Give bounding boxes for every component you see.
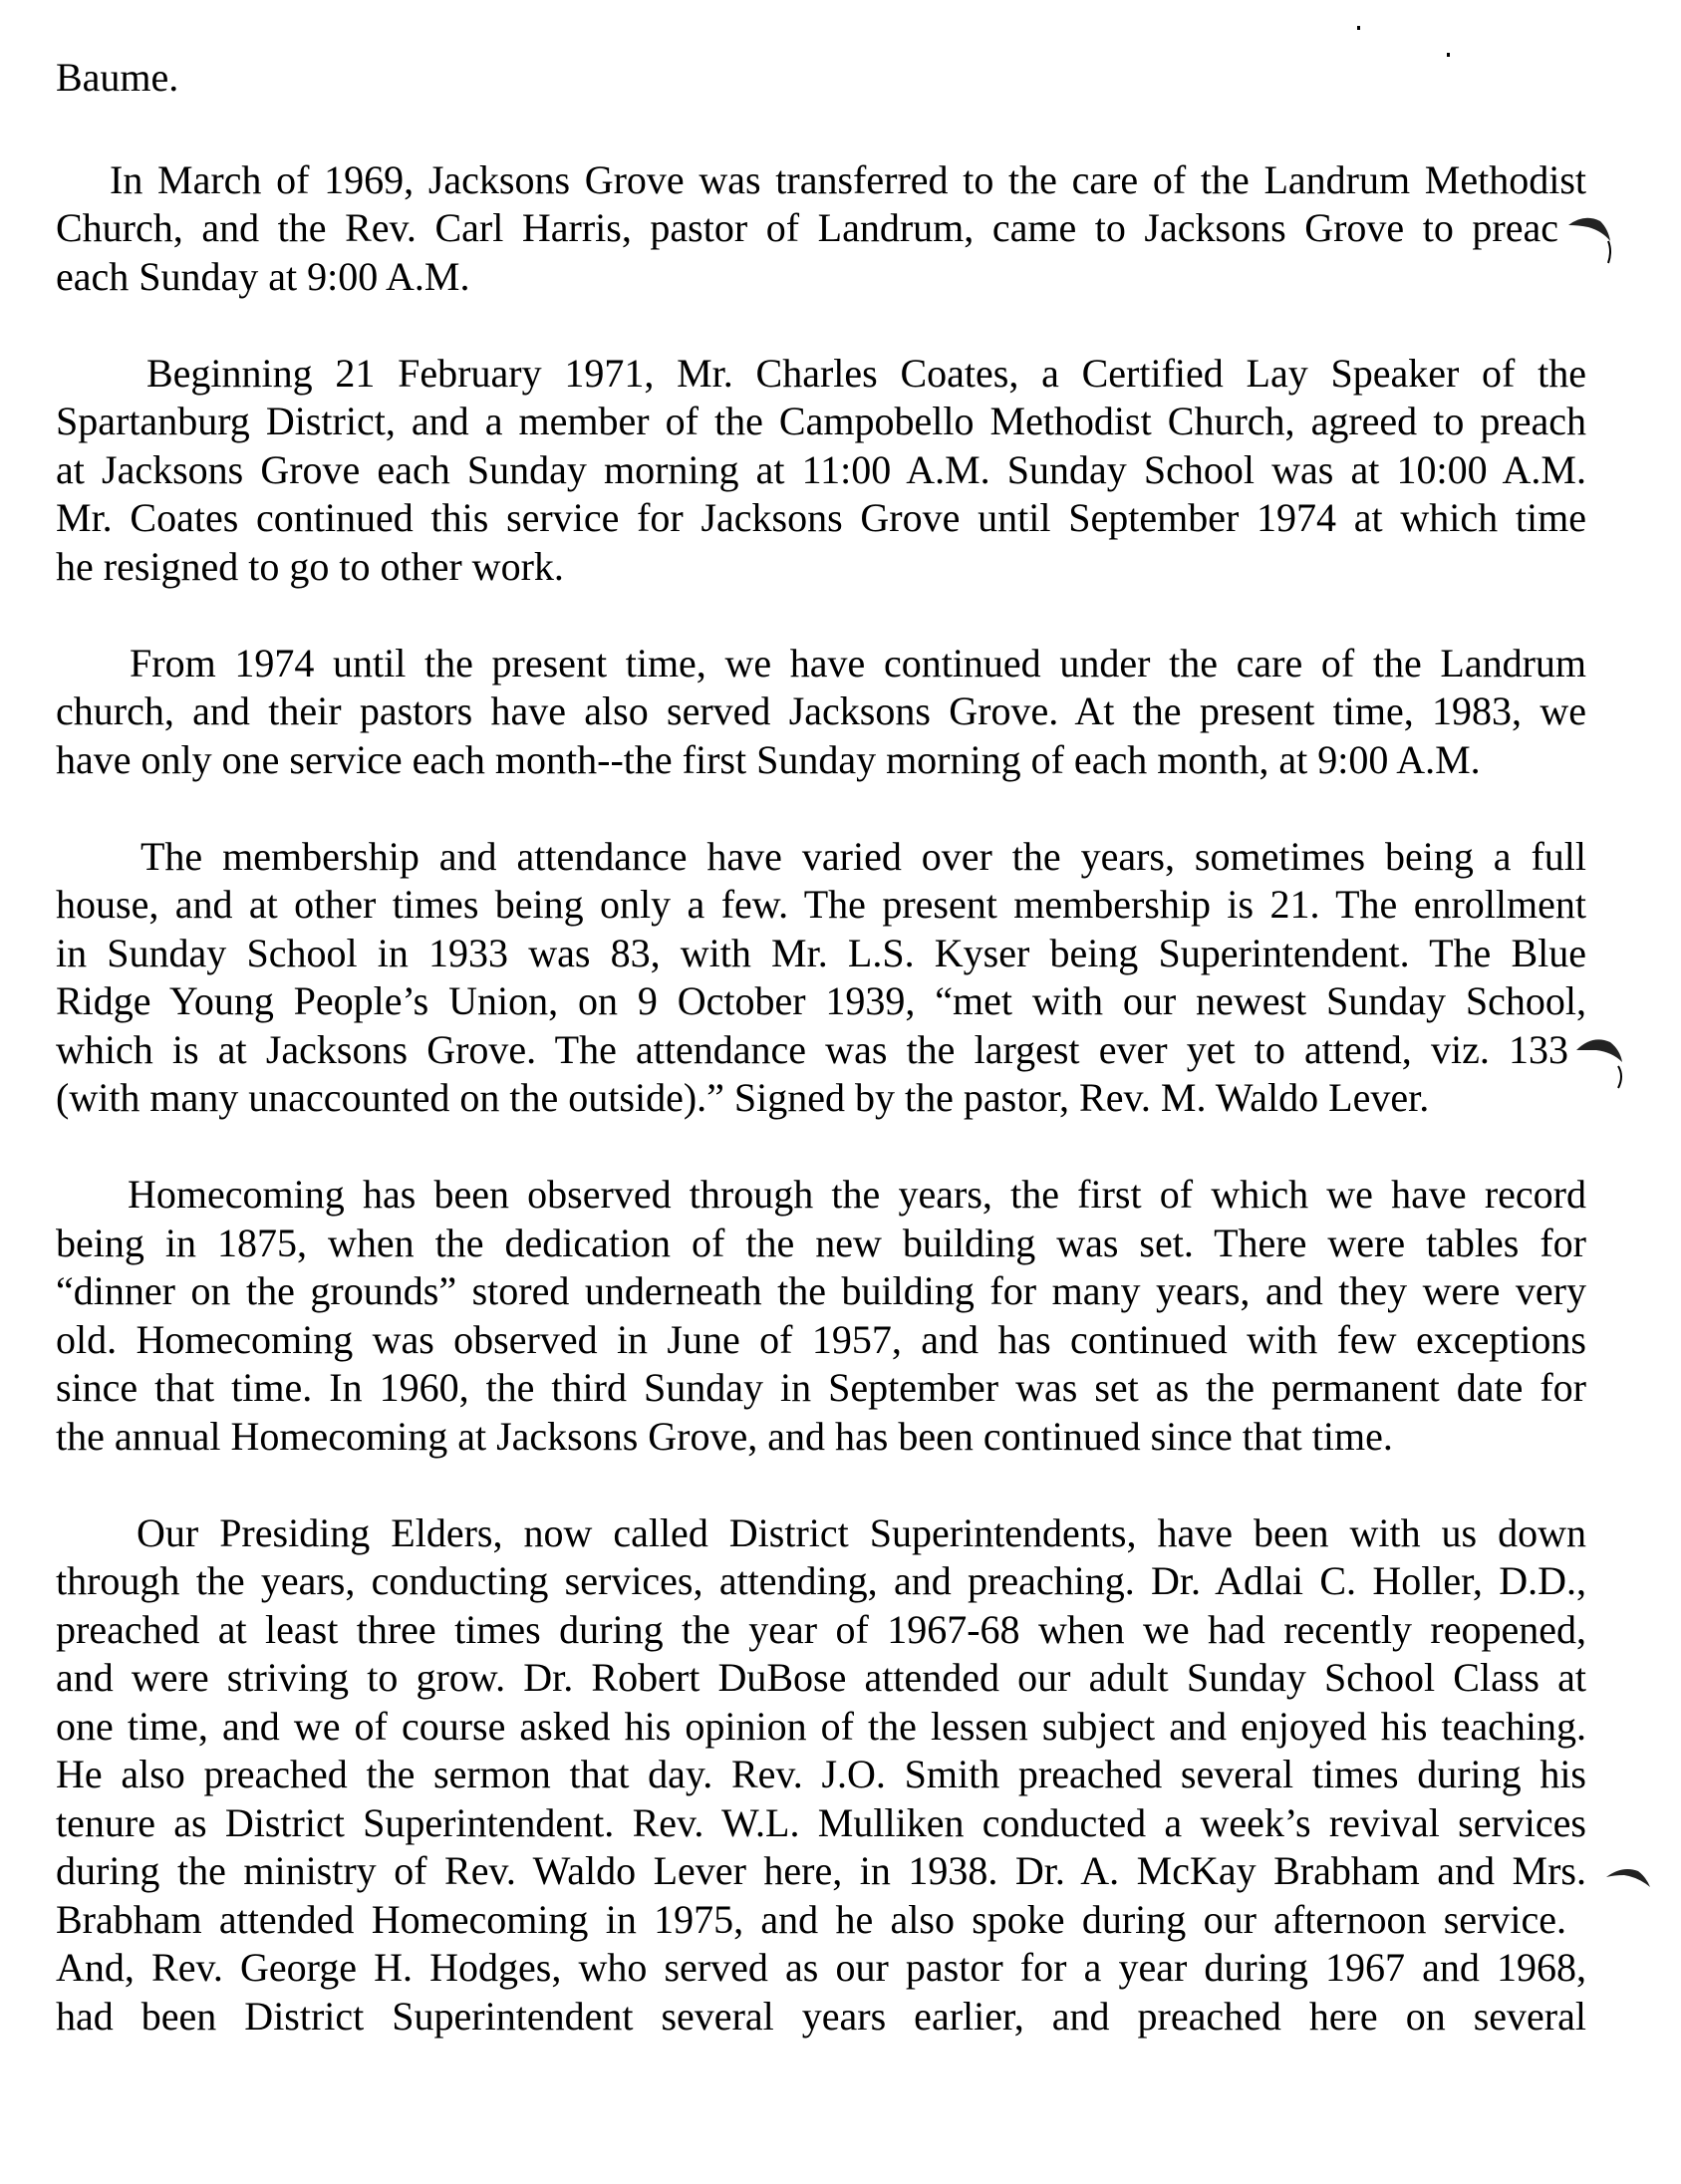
scan-speck	[1357, 26, 1360, 30]
text-line: had been District Superintendent several years earlier, and preached here on several	[56, 1993, 1586, 2039]
text-line: The membership and attendance have varied over the years, sometimes being a full	[140, 833, 1586, 879]
text-line: tenure as District Superintendent. Rev. W.L. Mulliken conducted a week’s revival services	[56, 1799, 1586, 1845]
text-line: Mr. Coates continued this service for Jacksons Grove until September 1974 at which time	[56, 495, 1586, 540]
page-curl-mark-icon	[1574, 1028, 1634, 1098]
text-line: preached at least three times during the year of 1967-68 when we had recently reopened,	[56, 1606, 1586, 1652]
text-line: he resigned to go to other work.	[56, 543, 564, 589]
paragraph-transfer-1969	[56, 156, 1586, 302]
text-line: Brabham attended Homecoming in 1975, and he also spoke during our afternoon service.	[56, 1896, 1566, 1942]
paragraph-landrum-care	[56, 640, 1586, 785]
paragraph-membership	[56, 833, 1586, 1123]
text-line: old. Homecoming was observed in June of 1957, and has continued with few exceptions	[56, 1316, 1586, 1362]
text-line: each Sunday at 9:00 A.M.	[56, 253, 470, 299]
text-line: Ridge Young People’s Union, on 9 October 1939, “met with our newest Sunday School,	[56, 978, 1586, 1023]
paragraph-presiding-elders	[56, 1509, 1586, 2042]
paragraph-homecoming	[56, 1171, 1586, 1461]
text-line: He also preached the sermon that day. Rev. J.O. Smith preached several times during his	[56, 1752, 1586, 1796]
text-line: since that time. In 1960, the third Sunday in September was set as the permanent date for	[56, 1365, 1586, 1410]
text-line: Spartanburg District, and a member of the Campobello Methodist Church, agreed to preach	[56, 399, 1586, 443]
text-line: being in 1875, when the dedication of the new building was set. There were tables for	[56, 1220, 1586, 1265]
text-line: And, Rev. George H. Hodges, who served as our pastor for a year during 1967 and 1968,	[56, 1945, 1586, 1990]
text-line: through the years, conducting services, attending, and preaching. Dr. Adlai C. Holler, D.D.,	[56, 1558, 1586, 1603]
page-curl-mark-icon	[1564, 211, 1624, 271]
text-line: Homecoming has been observed through the years, the first of which we have record	[128, 1172, 1586, 1217]
text-line: which is at Jacksons Grove. The attendance was the largest ever yet to attend, viz. 133	[56, 1026, 1568, 1072]
text-line: In March of 1969, Jacksons Grove was transferred to the care of the Landrum Methodist	[110, 156, 1586, 202]
text-line: house, and at other times being only a few. The present membership is 21. The enrollment	[56, 882, 1586, 927]
text-line: (with many unaccounted on the outside).” Signed by the pastor, Rev. M. Waldo Lever.	[56, 1075, 1430, 1120]
text-line: in Sunday School in 1933 was 83, with Mr. L.S. Kyser being Superintendent. The Blue	[56, 930, 1586, 975]
text-line: From 1974 until the present time, we have continued under the care of the Landrum	[130, 640, 1586, 685]
text-line: during the ministry of Rev. Waldo Lever here, in 1938. Dr. A. McKay Brabham and Mrs.	[56, 1848, 1586, 1893]
opening-line: Baume.	[56, 55, 179, 100]
page-curl-mark-icon	[1604, 1863, 1654, 1893]
text-line: at Jacksons Grove each Sunday morning at 11:00 A.M. Sunday School was at 10:00 A.M.	[56, 446, 1586, 492]
text-line: Beginning 21 February 1971, Mr. Charles Coates, a Certified Lay Speaker of the	[146, 350, 1586, 396]
paragraph-lay-speaker	[56, 350, 1586, 592]
text-line: the annual Homecoming at Jacksons Grove, and has been continued since that time.	[56, 1413, 1393, 1459]
text-line: Our Presiding Elders, now called District Superintendents, have been with us down	[137, 1509, 1586, 1555]
text-line: one time, and we of course asked his opinion of the lessen subject and enjoyed his teaching.	[56, 1703, 1586, 1749]
document-page	[56, 54, 1586, 2041]
text-line: Church, and the Rev. Carl Harris, pastor of Landrum, came to Jacksons Grove to preac	[56, 205, 1558, 250]
text-line: church, and their pastors have also served Jacksons Grove. At the present time, 1983, we	[56, 688, 1586, 733]
text-line: “dinner on the grounds” stored underneath the building for many years, and they were very	[56, 1268, 1586, 1313]
text-line: have only one service each month--the first Sunday morning of each month, at 9:00 A.M.	[56, 736, 1481, 782]
text-line: and were striving to grow. Dr. Robert DuBose attended our adult Sunday School Class at	[56, 1655, 1586, 1700]
